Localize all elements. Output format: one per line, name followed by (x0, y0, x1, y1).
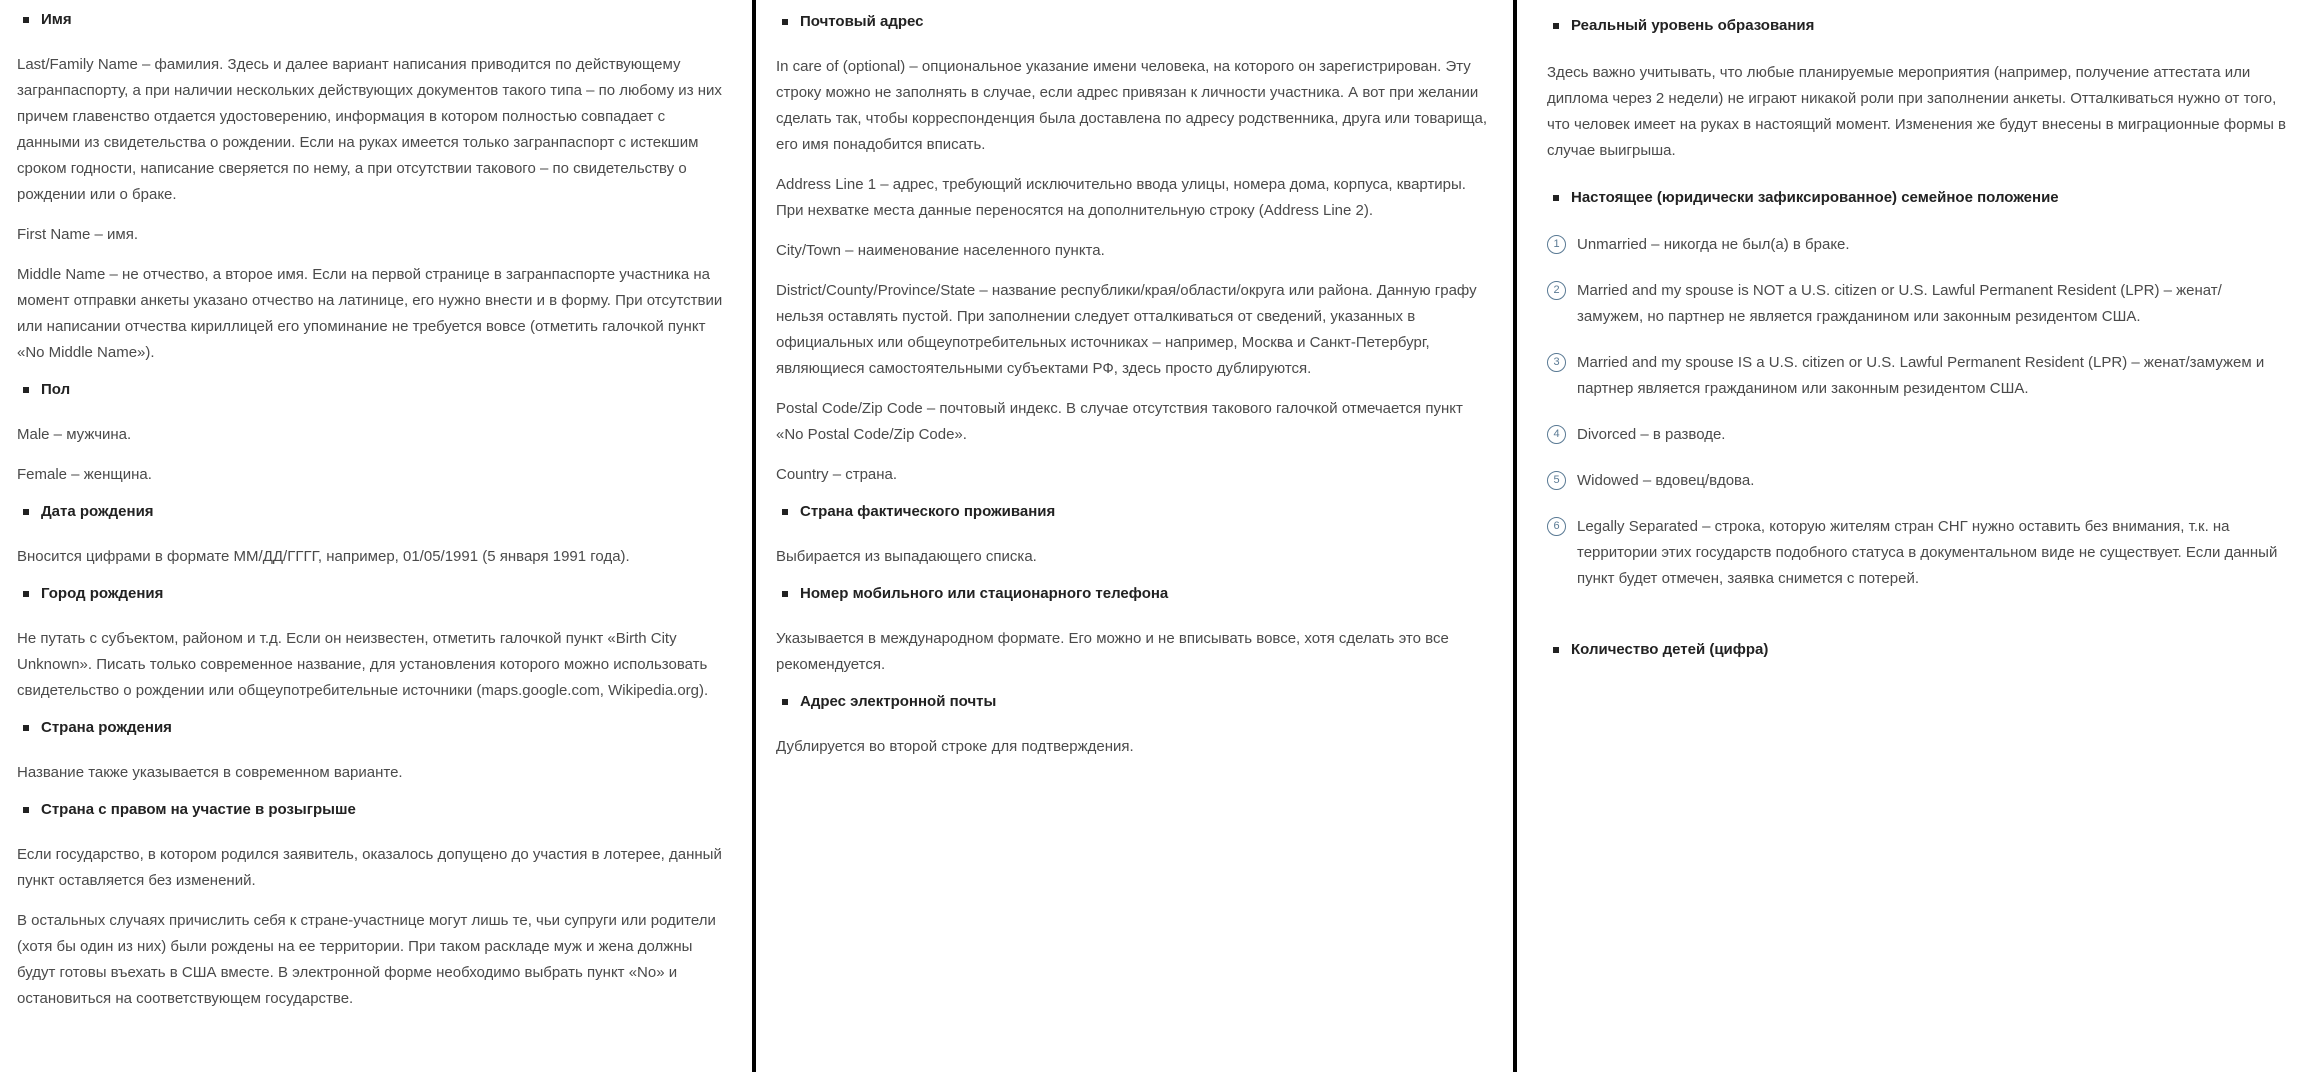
paragraph-first-name: First Name – имя. (17, 226, 138, 243)
list-item (1547, 232, 2288, 258)
paragraph-last-name: Last/Family Name – фамилия. Здесь и далее вариант написания приводится по действующему загранпаспорту, а при наличии нескольких действующих документов такого типа – по любому из них причем главенство отдается удостоверению, информация в котором полностью совпадает с данными из свидетельства о рождении. Если на руках имеется только загранпаспорт с истекшим сроком годности, написание сверяется по нему, а при отсутствии такового – по свидетельству о рождении или о браке. (17, 56, 722, 203)
paragraph-eligibility-2: В остальных случаях причислить себя к стране-участнице могут лишь те, чьи супруги или родители (хотя бы один из них) были рождены на ее территории. При таком раскладе муж и жена должны будут готовы въехать в США вместе. В электронной форме необходимо выбрать пункт «No» и остановиться на соответствующем государстве. (17, 912, 716, 1007)
number-badge: 3 (1547, 353, 1566, 372)
paragraph-education: Здесь важно учитывать, что любые планируемые мероприятия (например, получение аттестата или диплома через 2 недели) не играют никакой роли при заполнении анкеты. Отталкиваться нужно от того, что человек имеет на руках в настоящий момент. Изменения же будут внесены в миграционные формы в случае выигрыша. (1547, 64, 2287, 159)
paragraph-postal-code: Postal Code/Zip Code – почтовый индекс. В случае отсутствия такового галочкой отмечается пункт «No Postal Code/Zip Code». (776, 400, 1463, 443)
list-item (1547, 514, 2288, 592)
number-badge: 6 (1547, 517, 1566, 536)
left-column (0, 0, 752, 1072)
number-badge: 5 (1547, 471, 1566, 490)
heading-birth-city: Город рождения (17, 584, 732, 604)
number-badge: 4 (1547, 425, 1566, 444)
middle-column (756, 0, 1513, 1072)
heading-gender: Пол (17, 380, 732, 400)
paragraph-middle-name: Middle Name – не отчество, а второе имя. Если на первой странице в загранпаспорте участника на момент отправки анкеты указано отчество на латинице, его нужно внести и в форму. При отсутствии или написании отчества кириллицей его упоминание не требуется вовсе (отметить галочкой пункт «No Middle Name»). (17, 266, 723, 361)
list-item-text: Married and my spouse is NOT a U.S. citizen or U.S. Lawful Permanent Resident (LPR) – женат/замужем, но партнер не является гражданином или законным резидентом США. (1577, 282, 2222, 325)
paragraph-in-care-of: In care of (optional) – опциональное указание имени человека, на которого он зарегистрирован. Эту строку можно не заполнять в случае, если адрес привязан к личности участника. А вот при желании сделать так, чтобы корреспонденция была доставлена по адресу родственника, друга или товарища, его имя понадобится вписать. (776, 58, 1488, 153)
list-item-text: Divorced – в разводе. (1577, 426, 1726, 443)
paragraph-phone: Указывается в международном формате. Его можно и не вписывать вовсе, хотя сделать это все рекомендуется. (776, 630, 1449, 673)
list-item (1547, 350, 2288, 402)
paragraph-male: Male – мужчина. (17, 426, 132, 443)
list-item (1547, 278, 2288, 330)
paragraph-birth-date: Вносится цифрами в формате ММ/ДД/ГГГГ, например, 01/05/1991 (5 января 1991 года). (17, 548, 630, 565)
heading-residence-country: Страна фактического проживания (776, 502, 1493, 522)
number-badge: 2 (1547, 281, 1566, 300)
paragraph-residence-country: Выбирается из выпадающего списка. (776, 548, 1037, 565)
heading-mailing-address: Почтовый адрес (776, 12, 1493, 32)
number-badge: 1 (1547, 235, 1566, 254)
list-item (1547, 468, 2288, 494)
paragraph-address-line: Address Line 1 – адрес, требующий исключительно ввода улицы, номера дома, корпуса, квартиры. При нехватке места данные переносятся на дополнительную строку (Address Line 2). (776, 176, 1466, 219)
heading-marital-status: Настоящее (юридически зафиксированное) семейное положение (1547, 188, 2288, 208)
heading-birth-country: Страна рождения (17, 718, 732, 738)
list-item-text: Legally Separated – строка, которую жителям стран СНГ нужно оставить без внимания, т.к. на территории этих государств подобного статуса в документальном виде не существует. Если данный пункт будет отмечен, заявка снимется с потерей. (1577, 518, 2278, 587)
list-item-text: Unmarried – никогда не был(а) в браке. (1577, 236, 1850, 253)
paragraph-district: District/County/Province/State – название республики/края/области/округа или района. Данную графу нельзя оставлять пустой. При заполнении следует отталкиваться от сведений, указанных в официальных или общеупотребительных источниках – например, Москва и Санкт-Петербург, являющиеся самостоятельными субъектами РФ, здесь просто дублируются. (776, 282, 1477, 377)
heading-education: Реальный уровень образования (1547, 16, 2288, 36)
heading-eligibility-country: Страна с правом на участие в розыгрыше (17, 800, 732, 820)
heading-name: Имя (17, 10, 732, 30)
list-item-text: Widowed – вдовец/вдова. (1577, 472, 1755, 489)
paragraph-city: City/Town – наименование населенного пункта. (776, 242, 1105, 259)
paragraph-country: Country – страна. (776, 466, 898, 483)
paragraph-birth-country: Название также указывается в современном варианте. (17, 764, 403, 781)
heading-children-count: Количество детей (цифра) (1547, 640, 2288, 660)
heading-phone: Номер мобильного или стационарного телефона (776, 584, 1493, 604)
spacer (1547, 612, 2288, 640)
paragraph-female: Female – женщина. (17, 466, 152, 483)
right-column (1517, 0, 2318, 1072)
paragraph-email: Дублируется во второй строке для подтверждения. (776, 738, 1134, 755)
paragraph-eligibility-1: Если государство, в котором родился заявитель, оказалось допущено до участия в лотерее, данный пункт оставляется без изменений. (17, 846, 722, 889)
list-item (1547, 422, 2288, 448)
list-item-text: Married and my spouse IS a U.S. citizen or U.S. Lawful Permanent Resident (LPR) – женат/замужем и партнер является гражданином или законным резидентом США. (1577, 354, 2265, 397)
heading-email: Адрес электронной почты (776, 692, 1493, 712)
paragraph-birth-city: Не путать с субъектом, районом и т.д. Если он неизвестен, отметить галочкой пункт «Birth City Unknown». Писать только современное название, для установления которого можно использовать свидетельство о рождении или общеупотребительные источники (maps.google.com, Wikipedia.org). (17, 630, 709, 699)
heading-birth-date: Дата рождения (17, 502, 732, 522)
